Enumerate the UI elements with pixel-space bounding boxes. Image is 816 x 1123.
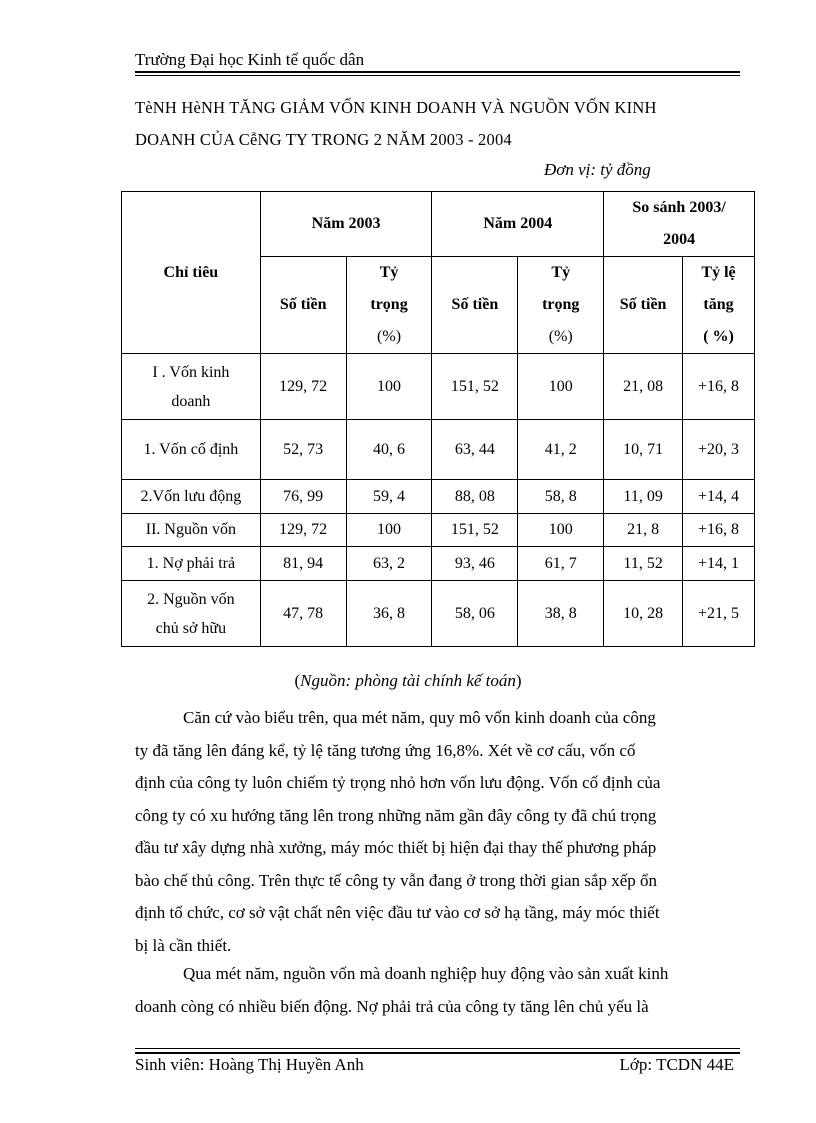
cell-diff: 11, 09 — [604, 480, 683, 514]
capital-table — [121, 191, 755, 647]
cell-amount-2003: 76, 99 — [260, 480, 346, 514]
paragraph-line: định tổ chức, cơ sở vật chất nên việc đầu tư vào cơ sở hạ tầng, máy móc thiết — [135, 903, 660, 922]
cell-amount-2004: 151, 52 — [432, 354, 518, 420]
cell-share-2003: 36, 8 — [346, 581, 432, 647]
header-2003: Năm 2003 — [260, 192, 432, 257]
row-label — [122, 354, 261, 420]
sub-share-2004 — [518, 257, 604, 354]
cell-diff: 21, 8 — [604, 514, 683, 547]
sub-rate-l2: tăng — [703, 296, 734, 313]
cell-share-2003: 59, 4 — [346, 480, 432, 514]
cell-share-2003: 63, 2 — [346, 547, 432, 581]
sub-share-l3: (%) — [377, 328, 402, 345]
school-name: Trường Đại học Kinh tế quốc dân — [135, 50, 365, 69]
table-row — [122, 480, 755, 514]
row-label: 2.Vốn lưu động — [122, 480, 261, 514]
page-title — [135, 92, 740, 156]
cell-share-2004: 100 — [518, 354, 604, 420]
header-rule — [135, 71, 740, 73]
title-line-2: DOANH CỦA CễNG TY TRONG 2 NĂM 2003 - 2004 — [135, 130, 512, 149]
paragraph-line: ty đã tăng lên đáng kể, tỷ lệ tăng tương ứng 16,8%. Xét về cơ cấu, vốn cố — [135, 740, 636, 760]
sub-share-2003 — [346, 257, 432, 354]
sub-share-l1: Tỷ — [551, 264, 571, 281]
sub-rate-l1: Tỷ lệ — [701, 264, 736, 281]
title-line-1: TèNH HèNH TĂNG GIẢM VỐN KINH DOANH VÀ NGUỒN VỐN KINH — [135, 98, 657, 117]
cell-rate: +20, 3 — [683, 420, 755, 480]
paragraph-1 — [135, 702, 740, 962]
sub-share-l3: (%) — [548, 328, 573, 345]
sub-share-l2: trọng — [370, 296, 408, 313]
row-label: II. Nguồn vốn — [122, 514, 261, 547]
cell-rate: +21, 5 — [683, 581, 755, 647]
source-paren-open: ( — [294, 671, 301, 690]
table-row — [122, 547, 755, 581]
cell-rate: +14, 4 — [683, 480, 755, 514]
cell-amount-2003: 81, 94 — [260, 547, 346, 581]
cell-diff: 10, 71 — [604, 420, 683, 480]
cell-amount-2004: 58, 06 — [432, 581, 518, 647]
source-paren-close: ) — [515, 671, 522, 690]
header-compare — [604, 192, 755, 257]
table-row — [122, 354, 755, 420]
table-row — [122, 581, 755, 647]
paragraph-line: Căn cứ vào biểu trên, qua mét năm, quy mô vốn kinh doanh của công — [183, 708, 656, 727]
sub-amount-2003: Số tiền — [260, 257, 346, 354]
row-label-line2: doanh — [171, 392, 211, 410]
cell-amount-2004: 93, 46 — [432, 547, 518, 581]
cell-amount-2003: 129, 72 — [260, 354, 346, 420]
cell-share-2003: 100 — [346, 514, 432, 547]
sub-amount-diff: Số tiền — [604, 257, 683, 354]
paragraph-line: công ty có xu hướng tăng lên trong những năm gần đây công ty đã chú trọng — [135, 805, 657, 825]
row-label-line2: chủ sở hữu — [155, 619, 227, 637]
row-label-line1: I . Vốn kinh — [152, 363, 230, 381]
cell-share-2004: 100 — [518, 514, 604, 547]
cell-rate: +14, 1 — [683, 547, 755, 581]
cell-amount-2003: 52, 73 — [260, 420, 346, 480]
cell-rate: +16, 8 — [683, 354, 755, 420]
header-rule-thin — [135, 75, 740, 76]
cell-diff: 11, 52 — [604, 547, 683, 581]
row-label: 1. Vốn cố định — [122, 420, 261, 480]
cell-amount-2004: 88, 08 — [432, 480, 518, 514]
paragraph-line: đầu tư xây dựng nhà xưởng, máy móc thiết bị hiện đại thay thế phương pháp — [135, 838, 657, 857]
sub-rate — [683, 257, 755, 354]
table-row — [122, 514, 755, 547]
cell-share-2004: 41, 2 — [518, 420, 604, 480]
cell-diff: 10, 28 — [604, 581, 683, 647]
header-compare-line1: So sánh 2003/ — [632, 199, 726, 216]
header-2004: Năm 2004 — [432, 192, 604, 257]
paragraph-line: bị là cần thiết. — [135, 935, 232, 955]
paragraph-line: bào chế thủ công. Trên thực tế công ty vẫn đang ở trong thời gian sắp xếp ổn — [135, 870, 657, 890]
sub-share-l2: trọng — [542, 296, 580, 313]
sub-share-l1: Tỷ — [379, 264, 399, 281]
paragraph-line: doanh còng có nhiều biến động. Nợ phải trả của công ty tăng lên chủ yếu là — [135, 996, 649, 1016]
paragraph-line: định của công ty luôn chiếm tỷ trọng nhỏ hơn vốn lưu động. Vốn cố định của — [135, 773, 661, 792]
footer-student: Sinh viên: Hoàng Thị Huyền Anh — [135, 1055, 364, 1074]
header-indicator: Chỉ tiêu — [122, 192, 261, 354]
paragraph-2 — [135, 958, 740, 1023]
cell-share-2003: 100 — [346, 354, 432, 420]
cell-rate: +16, 8 — [683, 514, 755, 547]
row-label — [122, 581, 261, 647]
unit-label: Đơn vị: tỷ đồng — [544, 160, 651, 179]
cell-diff: 21, 08 — [604, 354, 683, 420]
table-row — [122, 420, 755, 480]
header-compare-line2: 2004 — [663, 231, 696, 248]
cell-amount-2003: 47, 78 — [260, 581, 346, 647]
sub-rate-l3: ( %) — [703, 328, 734, 345]
paragraph-line: Qua mét năm, nguồn vốn mà doanh nghiệp huy động vào sản xuất kinh — [183, 964, 669, 983]
cell-amount-2004: 63, 44 — [432, 420, 518, 480]
footer-rule — [135, 1052, 740, 1054]
cell-amount-2004: 151, 52 — [432, 514, 518, 547]
row-label-line1: 2. Nguồn vốn — [147, 590, 235, 608]
row-label: 1. Nợ phải trả — [122, 547, 261, 581]
cell-share-2004: 38, 8 — [518, 581, 604, 647]
cell-amount-2003: 129, 72 — [260, 514, 346, 547]
table-source — [0, 671, 816, 691]
sub-amount-2004: Số tiền — [432, 257, 518, 354]
cell-share-2004: 61, 7 — [518, 547, 604, 581]
footer-class: Lớp: TCDN 44E — [619, 1055, 734, 1074]
source-text: Nguồn: phòng tài chính kế toán — [300, 671, 516, 690]
cell-share-2003: 40, 6 — [346, 420, 432, 480]
cell-share-2004: 58, 8 — [518, 480, 604, 514]
footer-rule-thin — [135, 1048, 740, 1049]
